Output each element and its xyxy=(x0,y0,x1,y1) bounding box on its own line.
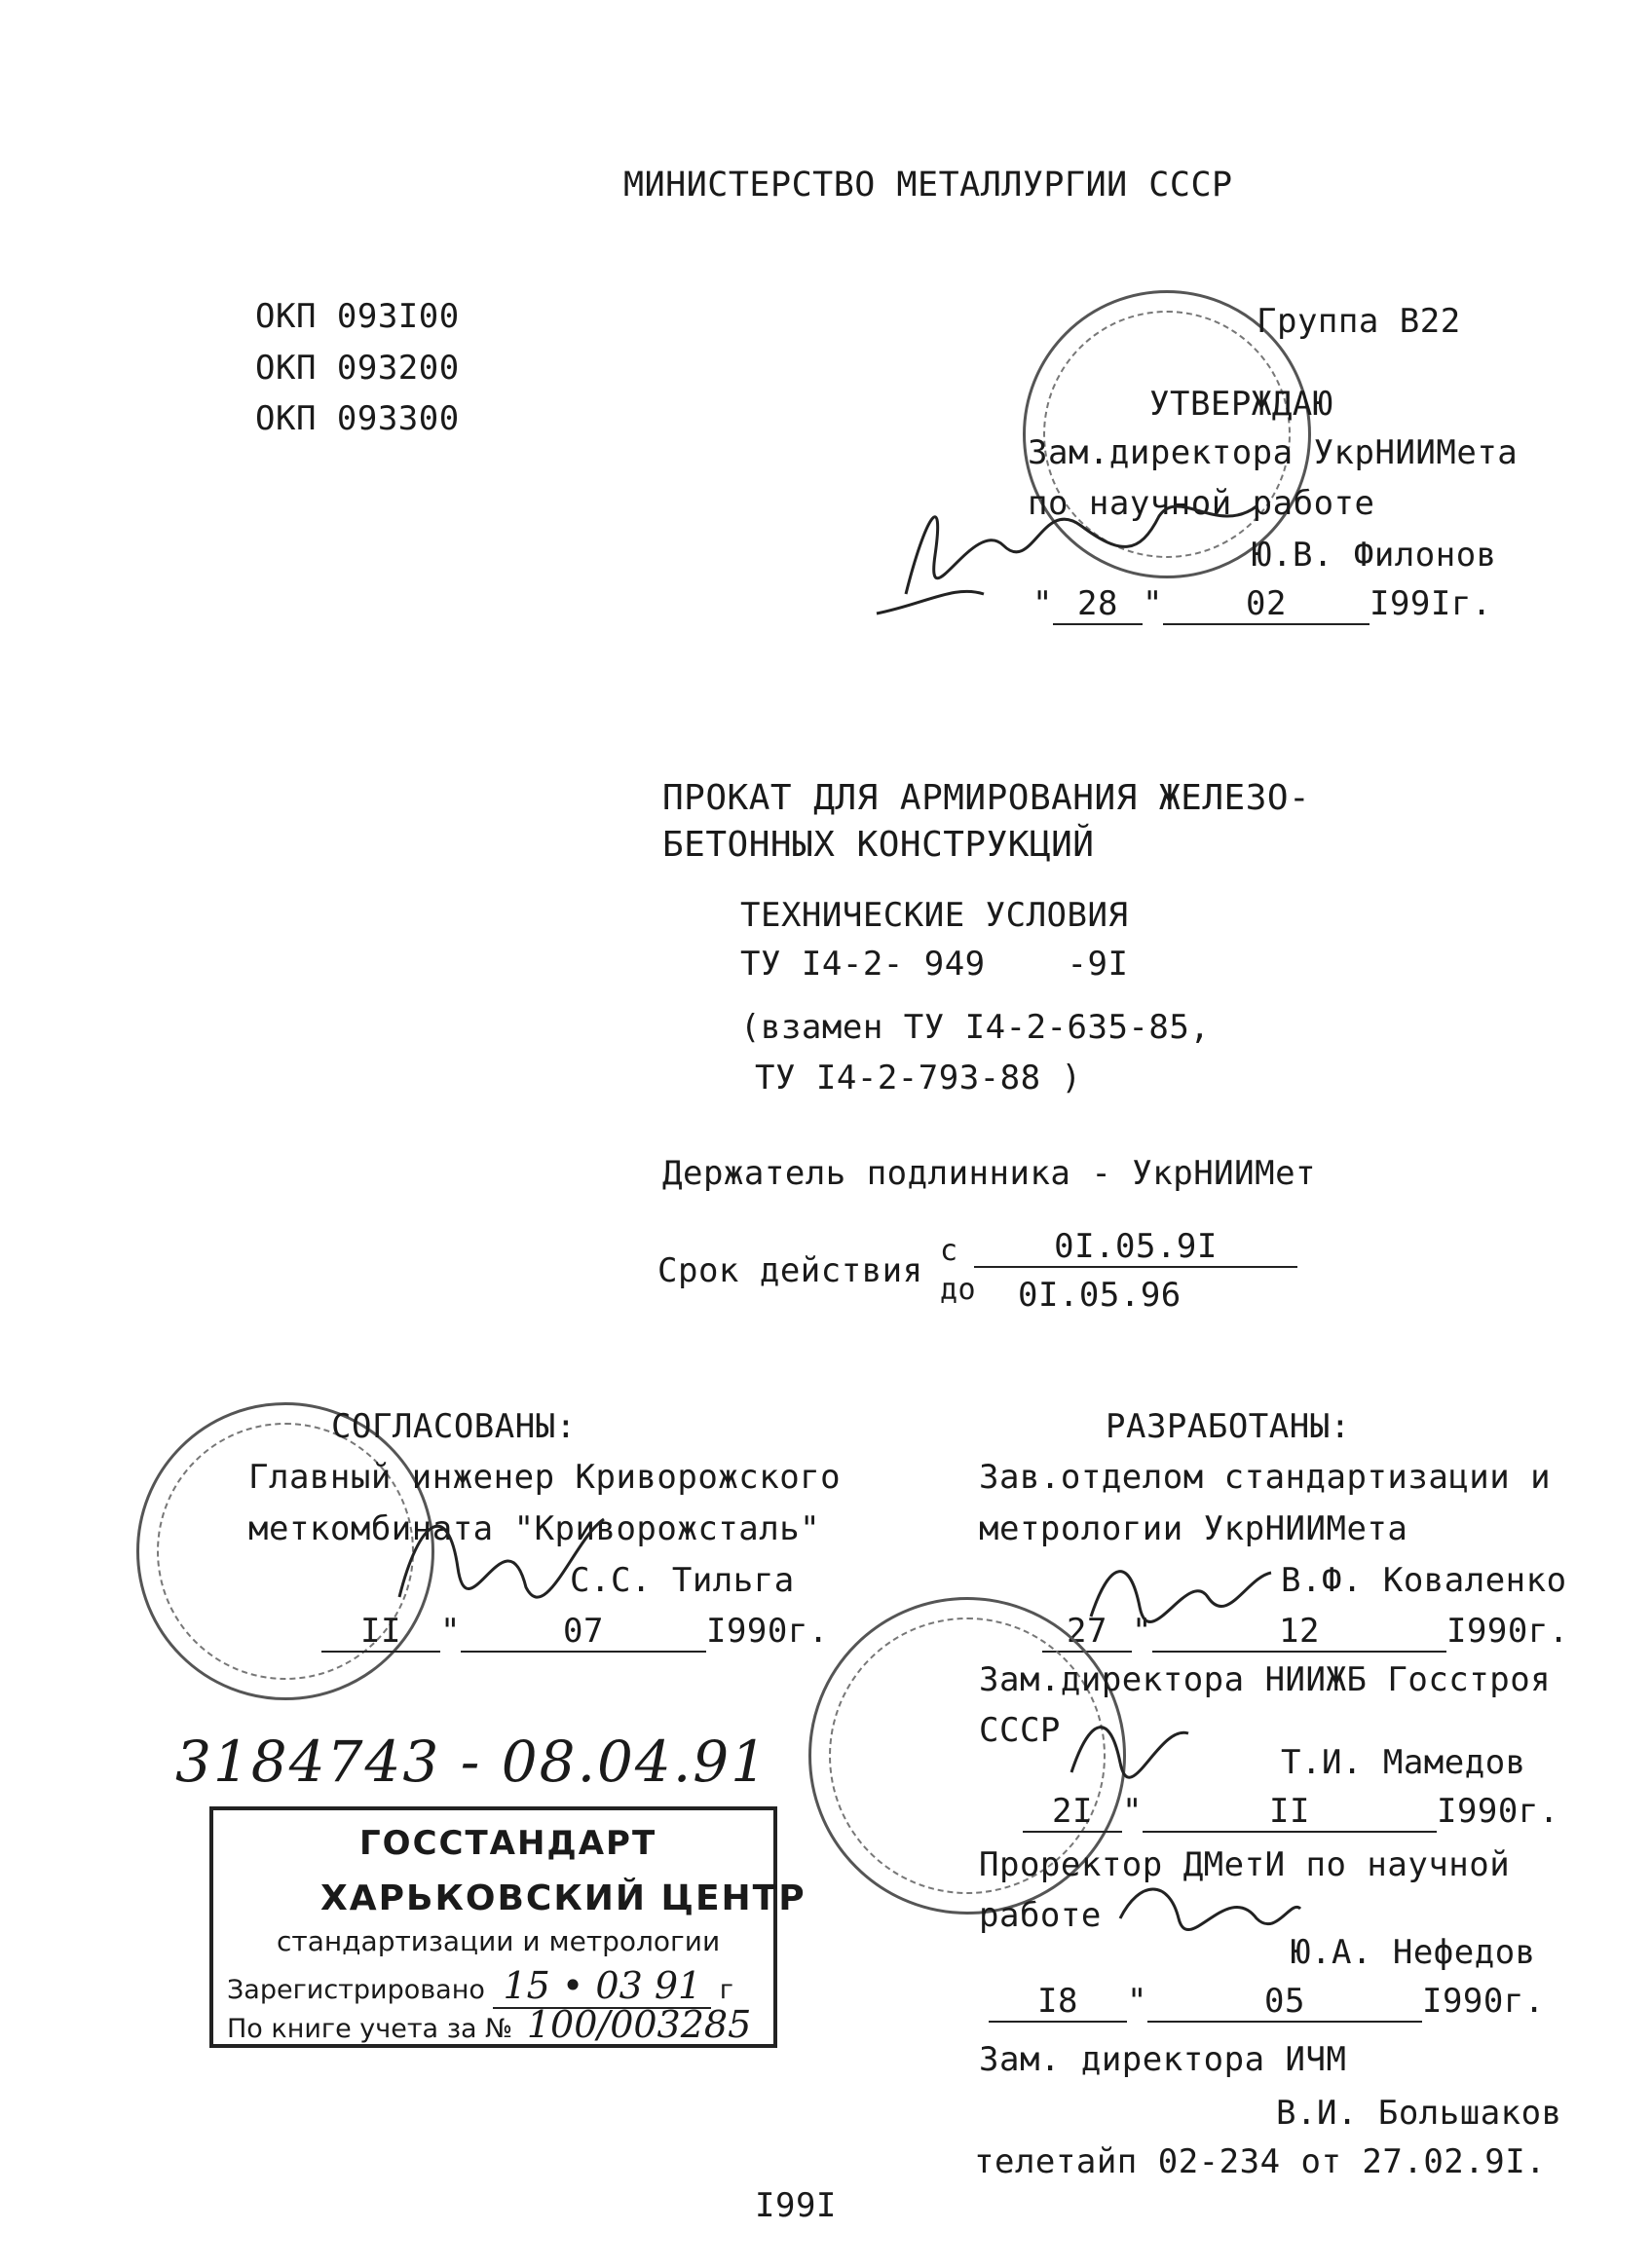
agreed-heading: СОГЛАСОВАНЫ: xyxy=(331,1407,577,1446)
developed-signature-3-icon xyxy=(1110,1870,1305,1948)
dev-1-line-1: Зав.отделом стандартизации и xyxy=(979,1458,1552,1497)
agreed-date-year: I990г. xyxy=(705,1612,829,1651)
developed-signature-2-icon xyxy=(1062,1694,1198,1792)
agreed-date-month: 07 xyxy=(461,1612,706,1653)
reg-stamp-registered-suffix: г xyxy=(719,1975,733,2005)
handwritten-registration: 3184743 - 08.04.91 xyxy=(175,1729,769,1795)
dev-3-line-2: работе xyxy=(979,1896,1102,1935)
developed-signature-1-icon xyxy=(1081,1548,1276,1636)
agreed-line-1: Главный инженер Криворожского xyxy=(248,1458,842,1497)
approver-title-2: по научной работе xyxy=(1028,484,1375,523)
dev-3-line-1: Проректор ДМетИ по научной xyxy=(979,1845,1511,1884)
dev-1-name: В.Ф. Коваленко xyxy=(1281,1561,1567,1600)
validity-from-value: 0I.05.9I xyxy=(974,1227,1297,1268)
reg-stamp-registered-date: 15 • 03 91 xyxy=(493,1964,711,2009)
reg-stamp-line-3: стандартизации и метрологии xyxy=(277,1925,721,1957)
dev-1-date-year: I990г. xyxy=(1445,1612,1569,1651)
reg-stamp-line-4 xyxy=(227,1964,733,2007)
dev-4-line-1: Зам. директора ИЧМ xyxy=(979,2040,1347,2079)
validity-to-prefix: до xyxy=(940,1273,977,1307)
original-holder: Держатель подлинника - УкрНИИМет xyxy=(662,1154,1317,1193)
agreed-signature-icon xyxy=(390,1480,614,1626)
dev-2-date-month: II xyxy=(1143,1792,1437,1833)
approver-name: Ю.В. Филонов xyxy=(1252,536,1497,575)
dev-3-date: I8 " 05 I990г. xyxy=(989,1982,1545,2023)
dev-2-line-2: СССР xyxy=(979,1711,1061,1750)
dev-2-date: 2I " II I990г. xyxy=(1023,1792,1559,1833)
dev-4-name: В.И. Большаков xyxy=(1276,2094,1562,2133)
agreed-date: II " 07 I990г. xyxy=(321,1612,829,1653)
validity-from-date xyxy=(974,1227,1297,1268)
reg-stamp-book-label: По книге учета за № xyxy=(227,2014,513,2044)
reg-stamp-registered-label: Зарегистрировано xyxy=(227,1975,485,2005)
doc-code: ТУ I4-2- 949 -9I xyxy=(740,945,1129,984)
reg-stamp-line-5 xyxy=(227,2003,757,2046)
approval-date-year: I99Iг. xyxy=(1369,584,1492,623)
doc-title-line-2: БЕТОННЫХ КОНСТРУКЦИЙ xyxy=(662,825,1095,865)
footer-year: I99I xyxy=(755,2186,837,2225)
approval-date-day: 28 xyxy=(1053,584,1143,625)
dev-2-name: Т.И. Мамедов xyxy=(1281,1743,1526,1782)
agreed-name: С.С. Тильга xyxy=(570,1561,795,1600)
validity-from-prefix: с xyxy=(940,1234,958,1268)
approval-signature-icon xyxy=(867,458,1276,623)
dev-1-line-2: метрологии УкрНИИМета xyxy=(979,1509,1408,1548)
dev-1-date-day: 27 xyxy=(1042,1612,1132,1653)
reg-stamp-line-1: ГОССТАНДАРТ xyxy=(359,1824,657,1863)
dev-1-date-month: 12 xyxy=(1152,1612,1446,1653)
developed-heading: РАЗРАБОТАНЫ: xyxy=(1106,1407,1351,1446)
dev-3-name: Ю.А. Нефедов xyxy=(1291,1933,1536,1972)
doc-replaces-2: ТУ I4-2-793-88 ) xyxy=(755,1059,1082,1097)
agreed-line-2: меткомбината "Криворожсталь" xyxy=(248,1509,821,1548)
reg-stamp-book-number: 100/003285 xyxy=(521,2003,757,2048)
dev-2-date-year: I990г. xyxy=(1436,1792,1559,1831)
approve-label: УТВЕРЖДАЮ xyxy=(1149,385,1333,424)
dev-4-note: телетайп 02-234 от 27.02.9I. xyxy=(974,2142,1547,2181)
okp-code-2: ОКП 093200 xyxy=(255,349,460,388)
okp-code-3: ОКП 093300 xyxy=(255,399,460,438)
dev-2-line-1: Зам.директора НИИЖБ Госстроя xyxy=(979,1660,1552,1699)
group-label: Группа В22 xyxy=(1257,302,1461,341)
registration-stamp xyxy=(209,1806,807,2048)
approval-date-month: 02 xyxy=(1163,584,1370,625)
agreed-date-day: II xyxy=(321,1612,440,1653)
doc-title-line-1: ПРОКАТ ДЛЯ АРМИРОВАНИЯ ЖЕЛЕЗО- xyxy=(662,778,1311,818)
reg-stamp-line-2: ХАРЬКОВСКИЙ ЦЕНТР xyxy=(320,1878,807,1918)
dev-1-date: 27 " 12 I990г. xyxy=(1042,1612,1569,1653)
validity-to-date: 0I.05.96 xyxy=(1018,1276,1182,1315)
dev-3-date-year: I990г. xyxy=(1421,1982,1545,2021)
doc-subtitle: ТЕХНИЧЕСКИЕ УСЛОВИЯ xyxy=(740,896,1129,935)
approver-title-1: Зам.директора УкрНИИМета xyxy=(1028,433,1519,472)
doc-replaces-1: (взамен ТУ I4-2-635-85, xyxy=(740,1008,1211,1047)
dev-3-date-day: I8 xyxy=(989,1982,1127,2023)
ministry-heading: МИНИСТЕРСТВО МЕТАЛЛУРГИИ СССР xyxy=(623,166,1233,204)
dev-2-date-day: 2I xyxy=(1023,1792,1122,1833)
validity-label: Срок действия xyxy=(657,1251,923,1290)
dev-3-date-month: 05 xyxy=(1147,1982,1422,2023)
approval-date: " 28 " 02 I99Iг. xyxy=(1032,584,1492,623)
okp-code-1: ОКП 093I00 xyxy=(255,297,460,336)
